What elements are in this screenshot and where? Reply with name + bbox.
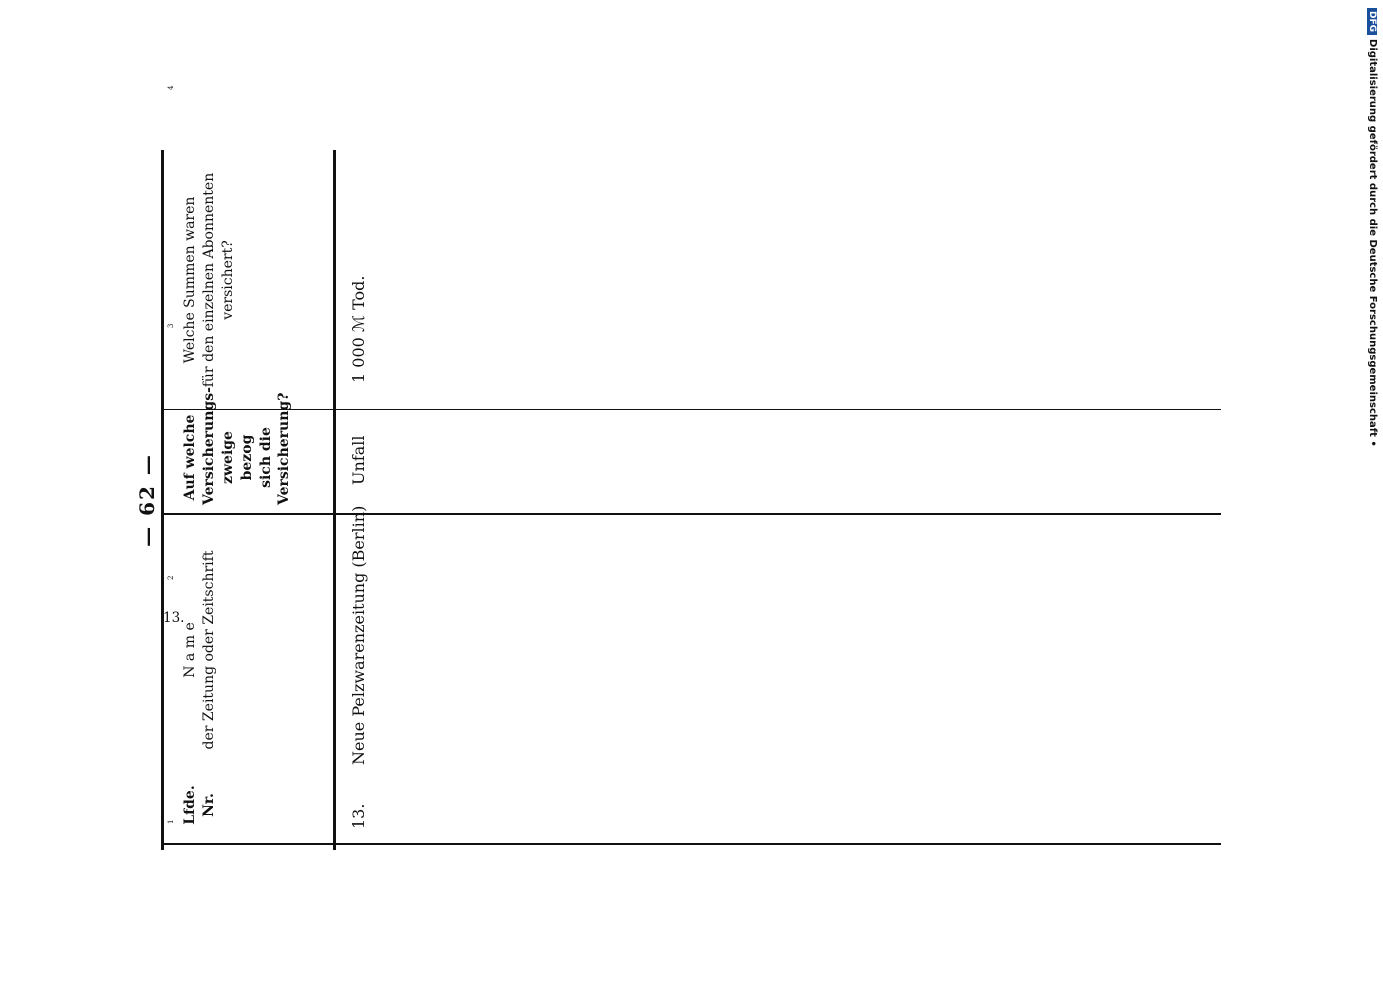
column-index-1: 1 (167, 819, 175, 824)
document-page (135, 85, 1243, 850)
row-summen: 1 000 ℳ Tod. (349, 275, 368, 383)
column-index-2: 2 (167, 575, 175, 580)
header-bottom-rule (333, 150, 336, 850)
row-name: Neue Pelzwarenzeitung (Berlin) (349, 505, 368, 765)
header-summen: Welche Summen waren für den einzelnen Abonnenten versichert? (182, 172, 236, 388)
header-name: N a m e der Zeitung oder Zeitschrift (182, 550, 217, 750)
row-nr: 13. (349, 803, 368, 829)
column-index-4: 4 (167, 85, 175, 90)
dfg-credit-text: Digitalisierung gefördert durch die Deutsche Forschungsgemeinschaft • (1367, 39, 1378, 447)
header-zweig: Auf welche Versicherungs- zweige bezog sich die Versicherung? (182, 387, 293, 505)
dfg-logo: DFG (1367, 8, 1377, 35)
row-zweig: Unfall (349, 435, 368, 485)
header-nr: Lfde. Nr. (182, 785, 217, 825)
row-13-nr: 13. (163, 610, 185, 626)
table-body (343, 150, 1223, 850)
page-number: — 62 — (135, 453, 159, 547)
table-top-rule (161, 150, 164, 850)
dfg-credit (1367, 8, 1378, 447)
column-index-3: 3 (167, 323, 175, 328)
table-row (343, 145, 378, 845)
